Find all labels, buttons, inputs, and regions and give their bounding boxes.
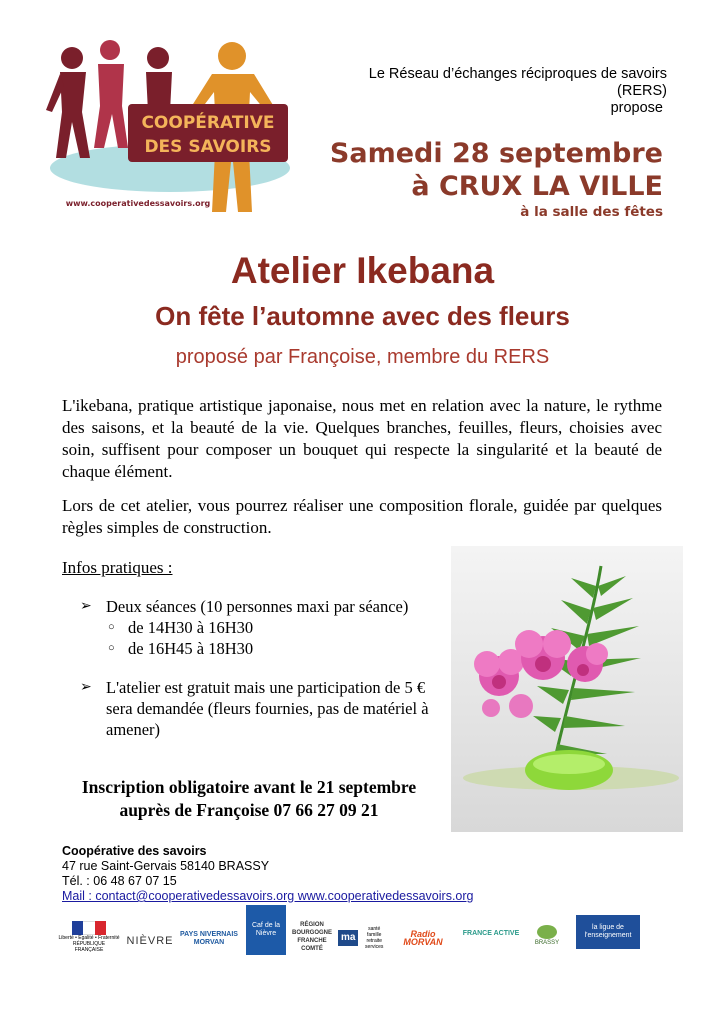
nievre-logo: NIÈVRE [126,935,174,947]
event-venue: à la salle des fêtes [520,204,663,220]
session-2: de 16H45 à 18H30 [128,639,254,658]
france-active-logo: FRANCE ACTIVE [462,930,520,937]
logo-url: www.cooperativedessavoirs.org [65,199,211,208]
caf-logo: Caf de la Nièvre [246,905,286,955]
republique-text: Liberté • Égalité • Fraternité RÉPUBLIQUE FRANÇAISE [58,935,120,953]
footer-contact [62,844,474,904]
inscription-line-2: auprès de Françoise 07 66 27 09 21 [119,800,379,820]
page-title: Atelier Ikebana [230,250,495,291]
event-city: à CRUX LA VILLE [411,171,663,202]
cooperative-logo [42,40,298,218]
brassy-logo [528,921,566,951]
partner-logos [58,905,678,957]
paragraph-description: L'ikebana, pratique artistique japonaise, nous met en relation avec la nature, le rythme des saisons, et la beauté de la vie. Quelques branches, feuilles, fleurs, choisies avec soin, suffisent pour composer un bouquet qui respecte la singularité et la beauté de chaque élément. [62,396,662,481]
event-info [330,137,663,221]
region-logo: RÉGION BOURGOGNE FRANCHE COMTÉ [291,922,332,952]
bullet-sessions: Deux séances (10 personnes maxi par séance) [106,597,409,616]
ikebana-photo [451,546,683,832]
footer-org: Coopérative des savoirs [62,844,207,858]
footer-tel: Tél. : 06 48 67 07 15 [62,874,177,888]
byline: proposé par Françoise, membre du RERS [175,346,550,368]
logo-text-1: COOPÉRATIVE [141,113,275,133]
inscription-notice [62,776,436,822]
msa-logo: ma santé famille retraite services [338,925,388,951]
paragraph-workshop: Lors de cet atelier, vous pourrez réaliser une composition florale, guidée par quelques règles simples de construction. [62,496,662,537]
republique-logo [58,921,120,953]
circle-bullet-icon: ○ [108,642,115,654]
pays-logo: PAYS NIVERNAIS MORVAN [180,931,238,946]
logo-text-2: DES SAVOIRS [144,137,272,157]
event-date: Samedi 28 septembre [329,138,663,169]
footer-address: 47 rue Saint-Gervais 58140 BRASSY [62,859,270,873]
info-list [80,596,448,740]
list-subitem [108,617,448,638]
bullet-price: L'atelier est gratuit mais une participation de 5 € sera demandée (fleurs fournies, pas de matériel à amener) [106,678,429,739]
circle-bullet-icon: ○ [108,621,115,633]
infos-heading: Infos pratiques : [62,558,173,577]
session-1: de 14H30 à 16H30 [128,618,254,637]
inscription-line-1: Inscription obligatoire avant le 21 septembre [81,777,417,797]
arrow-bullet-icon: ➢ [80,680,92,695]
radio-morvan-logo: Radio MORVAN [403,929,443,947]
brassy-text: BRASSY [534,940,560,946]
msa-text: santé famille retraite services [365,926,384,950]
ligue-logo: la ligue de l'enseignement [576,915,640,949]
list-item [80,677,448,740]
intro-line-2: (RERS) [617,83,667,99]
intro-line-1: Le Réseau d’échanges réciproques de savoirs [368,66,667,82]
intro-line-3: propose [610,100,663,116]
footer-mail-link[interactable]: Mail : contact@cooperativedessavoirs.org www.cooperativedessavoirs.org [62,889,474,903]
page-subtitle: On fête l’automne avec des fleurs [155,301,570,331]
intro-text [287,66,667,117]
arrow-bullet-icon: ➢ [80,599,92,614]
list-subitem [108,638,448,659]
list-item [80,596,448,617]
